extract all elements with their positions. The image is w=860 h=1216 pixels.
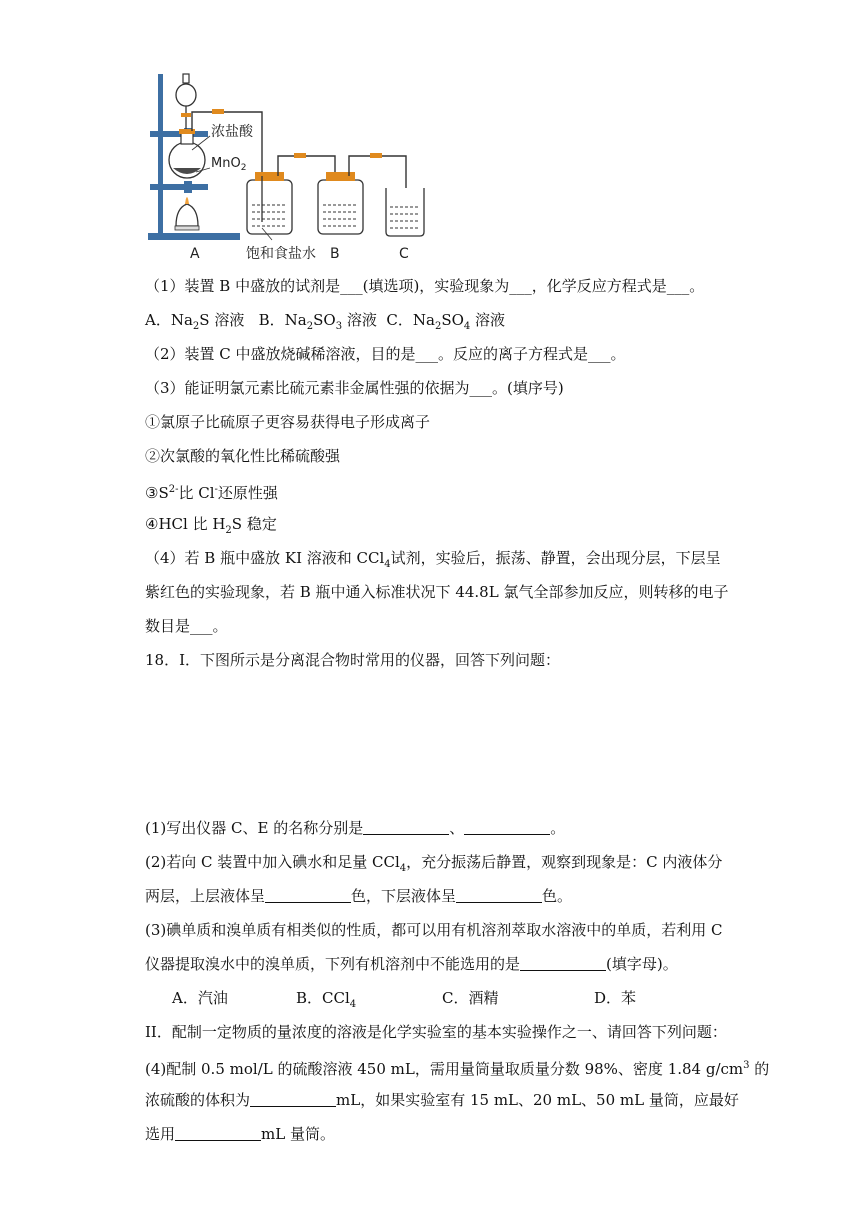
separatory-funnel (176, 84, 196, 106)
q18-3-option-b: B．CCl$_4$ (296, 989, 357, 1010)
label-saline: 饱和食盐水 (246, 246, 316, 262)
stand-base (148, 233, 240, 240)
q18-4-line-2: 浓硫酸的体积为 mL，如果实验室有 15 mL、20 mL、50 mL 量筒，应最好 (145, 1091, 739, 1109)
answer-blank[interactable] (464, 820, 550, 835)
part2-intro: II．配制一定物质的量浓度的溶液是化学实验室的基本实验操作之一、请回答下列问题： (145, 1023, 727, 1041)
alcohol-lamp (176, 204, 198, 226)
q3-item-4: ④HCl 比 $H_2S$ 稳定 (145, 515, 277, 536)
q1-options (145, 310, 505, 337)
q4-line-2: 紫红色的实验现象，若 B 瓶中通入标准状况下 44.8L 氯气全部参加反应，则转移的电子 (145, 583, 729, 601)
q1-option-a: A．$Na_2S$ 溶液 (145, 311, 245, 332)
apparatus-figure (0, 0, 860, 270)
q18-4-line-3: 选用 mL 量筒。 (145, 1125, 335, 1143)
q18-3-option-d: D．苯 (594, 989, 637, 1007)
label-b: B (330, 246, 340, 262)
q18-3-option-c: C．酒精 (442, 989, 499, 1007)
q3-item-3: $③S^{2-}$比 Cl-还原性强 (145, 484, 278, 502)
label-mno2: MnO$_2$ (211, 156, 247, 173)
q1-option-c: C．$Na_2SO_4$ 溶液 (386, 311, 506, 332)
q1-text: （1）装置 B 中盛放的试剂是___(填选项)，实验现象为___，化学反应方程式是___。 (145, 277, 705, 295)
answer-blank[interactable] (175, 1126, 261, 1141)
q18-3-line-1: (3)碘单质和溴单质有相类似的性质，都可以用有机溶剂萃取水溶液中的单质，若利用 C (145, 921, 723, 939)
q18-intro: 18．I．下图所示是分离混合物时常用的仪器，回答下列问题： (145, 651, 561, 669)
q1-option-b: B．$Na_2SO_3$ 溶液 (258, 311, 377, 332)
q18-2-line-2: 两层，上层液体呈 色，下层液体呈 色。 (145, 887, 573, 905)
lower-clamp (150, 184, 208, 190)
q18-3-options (172, 988, 636, 1015)
q4-line-3: 数目是___。 (145, 617, 228, 635)
answer-blank[interactable] (265, 888, 351, 903)
q18-1: (1)写出仪器 C、E 的名称分别是 、 。 (145, 819, 566, 837)
beaker-c (386, 188, 424, 236)
label-a: A (190, 246, 200, 262)
q3-text: （3）能证明氯元素比硫元素非金属性强的依据为___。(填序号) (145, 379, 564, 397)
q18-3-line-2: 仪器提取溴水中的溴单质，下列有机溶剂中不能选用的是 (填字母)。 (145, 955, 678, 973)
q3-item-1: ①氯原子比硫原子更容易获得电子形成离子 (145, 413, 431, 431)
label-c: C (399, 246, 409, 262)
answer-blank[interactable] (250, 1092, 336, 1107)
q4-line-1: （4）若 B 瓶中盛放 KI 溶液和 CCl$_4$试剂，实验后，振荡、静置，会出现分层，下层呈 (145, 549, 721, 570)
q2-text: （2）装置 C 中盛放烧碱稀溶液，目的是___。反应的离子方程式是___。 (145, 345, 626, 363)
stand-rod (158, 74, 163, 234)
answer-blank[interactable] (456, 888, 542, 903)
q18-2-line-1: (2)若向 C 装置中加入碘水和足量 CCl$_4$，充分振荡后静置，观察到现象是：C 内液体分 (145, 853, 723, 874)
answer-blank[interactable] (363, 820, 449, 835)
answer-blank[interactable] (520, 956, 606, 971)
label-conc-hcl: 浓盐酸 (211, 124, 253, 140)
q18-3-option-a: A．汽油 (172, 989, 228, 1007)
q18-4-line-1: (4)配制 0.5 mol/L 的硫酸溶液 450 mL，需用量筒量取质量分数 98%、密度 1.84 $g/cm^3$ 的 (145, 1060, 770, 1078)
q3-item-2: ②次氯酸的氧化性比稀硫酸强 (145, 447, 341, 465)
